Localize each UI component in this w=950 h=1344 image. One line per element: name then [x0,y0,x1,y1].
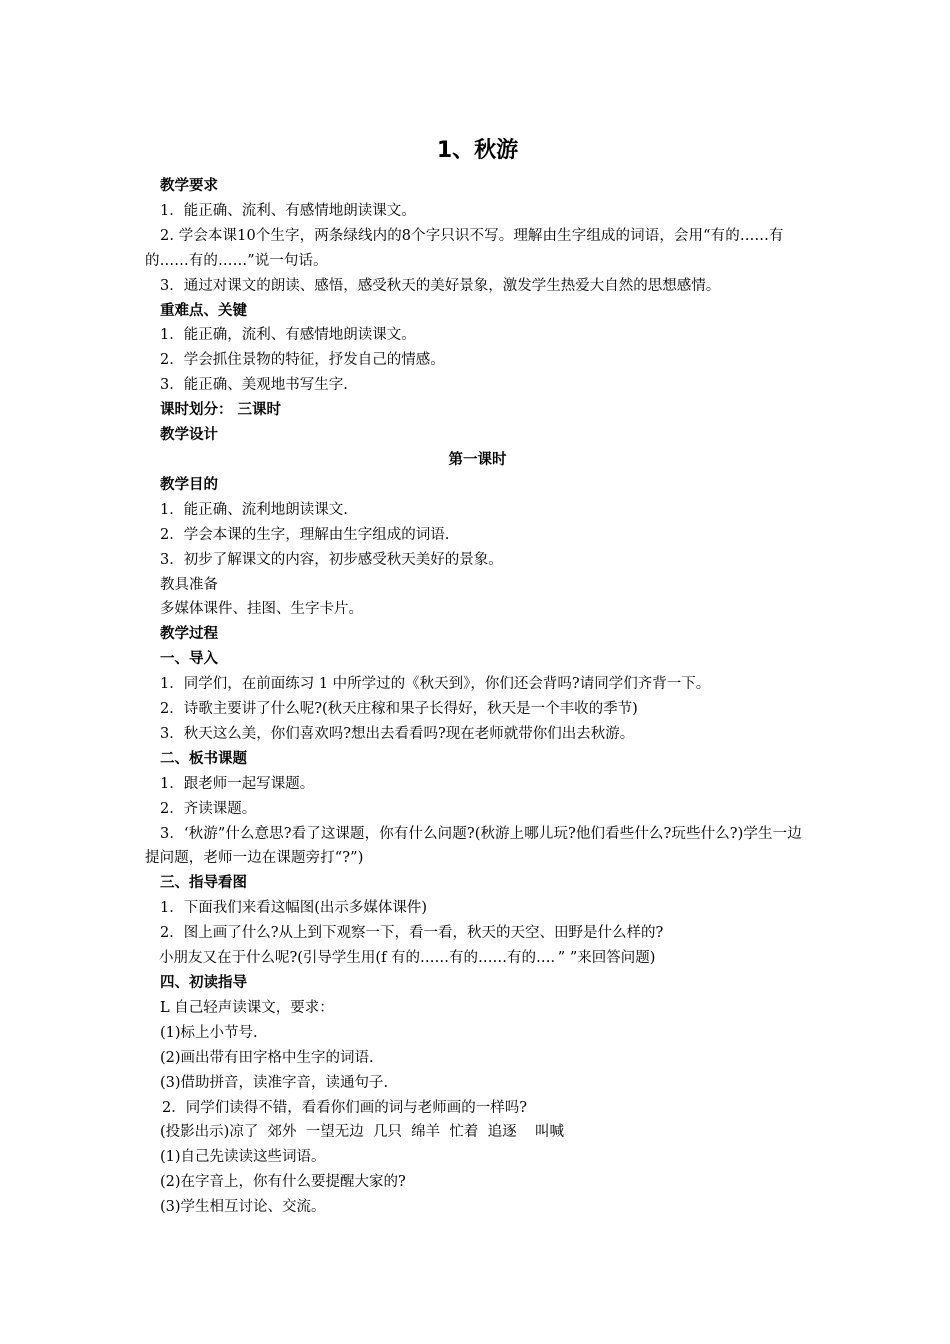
paragraph: 3．‘秋游”什么意思?看了这课题，你有什么问题?(秋游上哪儿玩?他们看些什么?玩些什么?)学生一边提问题，老师一边在课题旁打“?”) [145,825,802,867]
list-item: (2)在字音上，你有什么要提醒大家的? [160,1174,406,1191]
document-page [145,134,810,1220]
section-heading-key-points: 重难点、关键 [160,302,247,319]
step-heading-introduction: 一、导入 [160,651,218,668]
paragraph: 小朋友又在于什么呢?(引导学生用(f 有的……有的……有的…．” ”来回答问题) [159,950,656,967]
step-heading-first-reading: 四、初读指导 [160,975,247,991]
paragraph: 2．齐读课题。 [160,800,257,817]
list-item: (2)画出带有田字格中生字的词语. [160,1049,374,1066]
step-heading-picture-guidance: 三、指导看图 [160,875,247,892]
paragraph: 3．能正确、美观地书写生字. [160,377,348,394]
paragraph: 1．跟老师一起写课题。 [160,775,315,792]
list-item: (3)借助拼音，读准字音，读通句子. [160,1074,389,1091]
word-list: (投影出示)凉了 郊外 一望无边 几只 绵羊 忙着 追逐 叫喊 [160,1124,565,1141]
paragraph: 1．能正确、流利地朗读课文. [160,501,348,518]
section-heading-teaching-aids: 教具准备 [160,576,218,593]
step-heading-board-title: 二、板书课题 [160,750,247,767]
paragraph: 1．下面我们来看这幅图(出示多媒体课件) [160,900,428,917]
paragraph: 2. 学会本课10个生字，两条绿线内的8个字只识不写。理解由生字组成的词语，会用“有的……有的……有的……”说一句话。 [145,227,784,269]
paragraph: 2．图上画了什么?从上到下观察一下，看一看，秋天的天空、田野是什么样的? [160,925,664,942]
list-item: (3)学生相互讨论、交流。 [160,1199,326,1216]
paragraph: 1．能正确，流利、有感情地朗读课文。 [160,327,416,344]
paragraph: 多媒体课件、挂图、生字卡片。 [160,601,363,618]
list-item: (1)自己先读读这些词语。 [160,1149,326,1166]
paragraph: 2．学会本课的生字，理解由生字组成的词语. [160,526,450,543]
section-heading-class-hours: 课时划分： 三课时 [160,402,282,419]
section-heading-teaching-process: 教学过程 [160,626,218,643]
list-item: (1)标上小节号. [160,1024,258,1041]
paragraph: 2．学会抓住景物的特征，抒发自己的情感。 [160,352,445,369]
page-title: 1、秋游 [436,138,519,163]
paragraph: 1．同学们，在前面练习 1 中所学过的《秋天到》，你们还会背吗?请同学们齐背一下。 [160,676,711,693]
paragraph: 3．秋天这么美，你们喜欢吗?想出去看看吗?现在老师就带你们出去秋游。 [160,725,635,742]
paragraph: 1．能正确、流利、有感情地朗读课文。 [160,202,416,219]
paragraph: L 自己轻声读课文，要求： [160,999,334,1016]
section-heading-teaching-requirements: 教学要求 [160,178,218,194]
paragraph: 3．初步了解课文的内容，初步感受秋天美好的景象。 [160,551,503,568]
paragraph: 2．诗歌主要讲了什么呢?(秋天庄稼和果子长得好，秋天是一个丰收的季节) [160,701,638,718]
section-heading-teaching-design: 教学设计 [160,427,218,444]
section-heading-teaching-objectives: 教学目的 [160,476,218,493]
paragraph: 3．通过对课文的朗读、感悟，感受秋天的美好景象，激发学生热爱大自然的思想感情。 [160,277,721,294]
lesson-heading-first: 第一课时 [448,451,507,468]
paragraph: 2．同学们读得不错，看看你们画的词与老师画的一样吗? [162,1099,527,1116]
